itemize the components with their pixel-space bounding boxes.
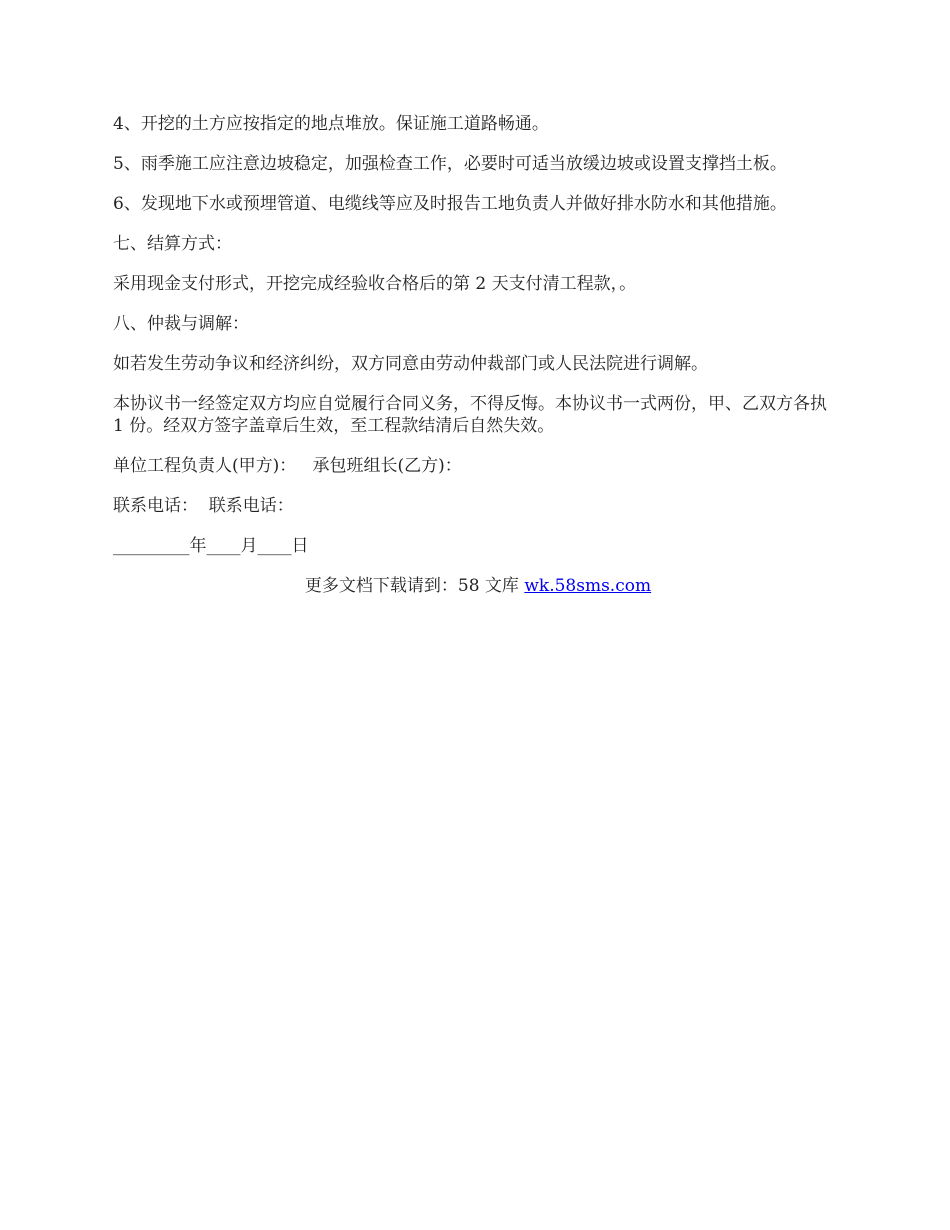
footer-link[interactable]: wk.58sms.com [524, 576, 652, 596]
footer-prefix: 更多文档下载请到：58 文库 [304, 576, 525, 596]
download-footer [113, 575, 843, 597]
section-7-heading: 七、结算方式： [113, 234, 232, 254]
signatories-line: 单位工程负责人(甲方)： 承包班组长(乙方)： [113, 456, 462, 476]
section-8-heading: 八、仲裁与调解： [113, 314, 249, 334]
agreement-validity-paragraph: 本协议书一经签定双方均应自觉履行合同义务，不得反悔。本协议书一式两份，甲、乙双方各执 1 份。经双方签字盖章后生效，至工程款结清后自然失效。 [113, 394, 833, 436]
clause-6-paragraph: 6、发现地下水或预埋管道、电缆线等应及时报告工地负责人并做好排水防水和其他措施。 [113, 194, 787, 214]
date-line: _________年____月____日 [113, 536, 309, 556]
contact-phone-line: 联系电话： 联系电话： [113, 496, 294, 516]
document-page [113, 113, 843, 597]
clause-5-paragraph: 5、雨季施工应注意边坡稳定，加强检查工作，必要时可适当放缓边坡或设置支撑挡土板。 [113, 154, 787, 174]
settlement-paragraph: 采用现金支付形式，开挖完成经验收合格后的第 2 天支付清工程款，。 [113, 274, 637, 294]
clause-4-paragraph: 4、开挖的土方应按指定的地点堆放。保证施工道路畅通。 [113, 114, 549, 134]
arbitration-paragraph: 如若发生劳动争议和经济纠纷，双方同意由劳动仲裁部门或人民法院进行调解。 [113, 354, 708, 374]
